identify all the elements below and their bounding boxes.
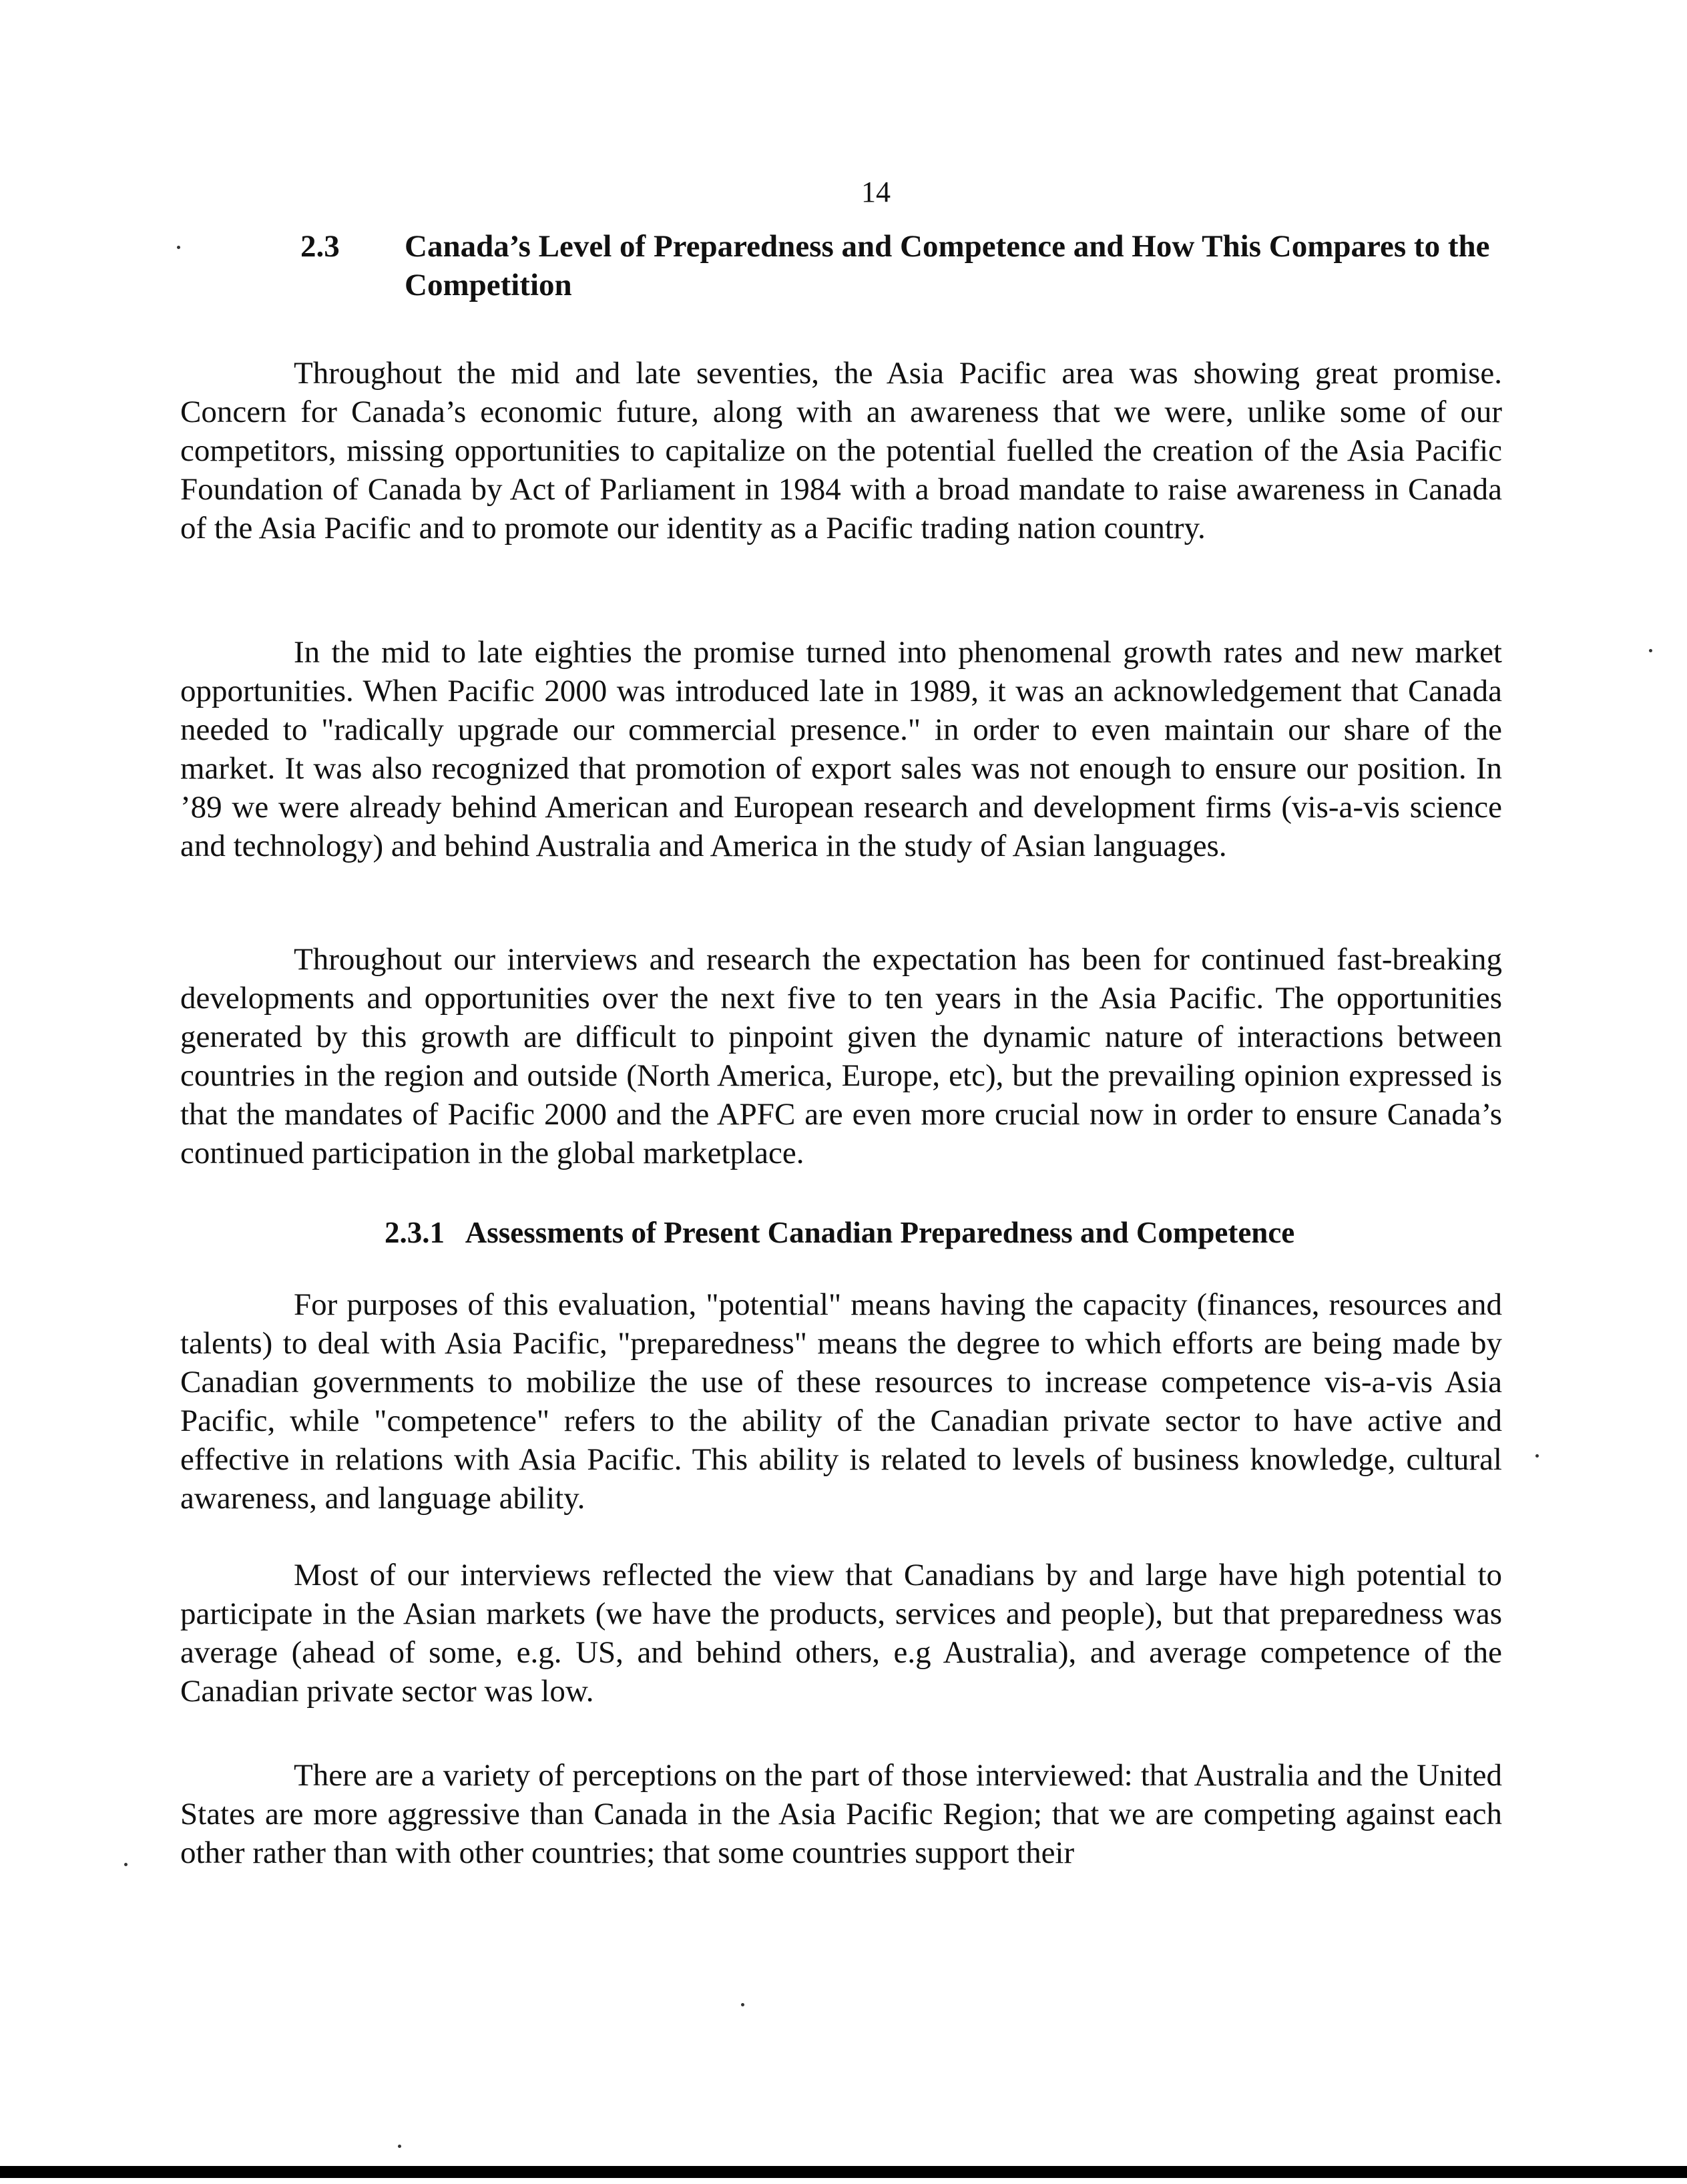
paragraph-1: Throughout the mid and late seventies, the Asia Pacific area was showing great promise. Concern for Canada’s economic future, along with an awareness that we were, unlike some of our competitors, missing opportunities to capitalize on the potential fuelled the creation of the Asia Pacific Foundation of Canada by Act of Parliament in 1984 with a broad mandate to raise awareness in Canada of the Asia Pacific and to promote our identity as a Pacific trading nation country. — [180, 356, 1502, 545]
paragraph-2: In the mid to late eighties the promise turned into phenomenal growth rates and new market opportunities. When Pacific 2000 was introduced late in 1989, it was an acknowledgement that Canada needed to "radically upgrade our commercial presence." in order to even maintain our share of the market. It was also recognized that promotion of export sales was not enough to ensure our position. In ’89 we were already behind American and European research and development firms (vis-a-vis science and technology) and behind Australia and America in the study of Asian languages. — [180, 635, 1502, 863]
subsection-number: 2.3.1 — [385, 1216, 445, 1249]
paragraph-6: There are a variety of perceptions on the part of those interviewed: that Australia and the United States are more aggressive than Canada in the Asia Pacific Region; that we are competing against each other rather than with other countries; that some countries support their — [180, 1758, 1502, 1870]
bottom-scan-border — [0, 2166, 1687, 2178]
paragraph-5: Most of our interviews reflected the view that Canadians by and large have high potential to participate in the Asian markets (we have the products, services and people), but that preparedness was average (ahead of some, e.g. US, and behind others, e.g Australia), and average competence of the Canadian private sector was low. — [180, 1558, 1502, 1709]
page-number: 14 — [861, 176, 891, 208]
scan-speck — [1535, 1454, 1539, 1458]
paragraph-3: Throughout our interviews and research the expectation has been for continued fast-breaking developments and opportunities over the next five to ten years in the Asia Pacific. The opportunities generated by this growth are difficult to pinpoint given the dynamic nature of interactions between countries in the region and outside (North America, Europe, etc), but the prevailing opinion expressed is that the mandates of Pacific 2000 and the APFC are even more crucial now in order to ensure Canada’s continued participation in the global marketplace. — [180, 942, 1502, 1170]
scan-speck — [741, 2003, 744, 2006]
section-number: 2.3 — [300, 229, 340, 264]
subsection-title: Assessments of Present Canadian Preparedness and Competence — [465, 1216, 1295, 1249]
scan-speck — [1649, 649, 1652, 652]
subsection-heading — [385, 1215, 1294, 1250]
scan-speck — [177, 246, 180, 249]
scan-speck — [124, 1863, 128, 1866]
section-title: Canada’s Level of Preparedness and Competence and How This Compares to the Competition — [405, 229, 1490, 302]
scan-speck — [398, 2145, 401, 2148]
paragraph-4: For purposes of this evaluation, "potential" means having the capacity (finances, resources and talents) to deal with Asia Pacific, "preparedness" means the degree to which efforts are being made by Canadian governments to mobilize the use of these resources to increase competence vis-a-vis Asia Pacific, while "competence" refers to the ability of the Canadian private sector to have active and effective in relations with Asia Pacific. This ability is related to levels of business knowledge, cultural awareness, and language ability. — [180, 1287, 1502, 1516]
